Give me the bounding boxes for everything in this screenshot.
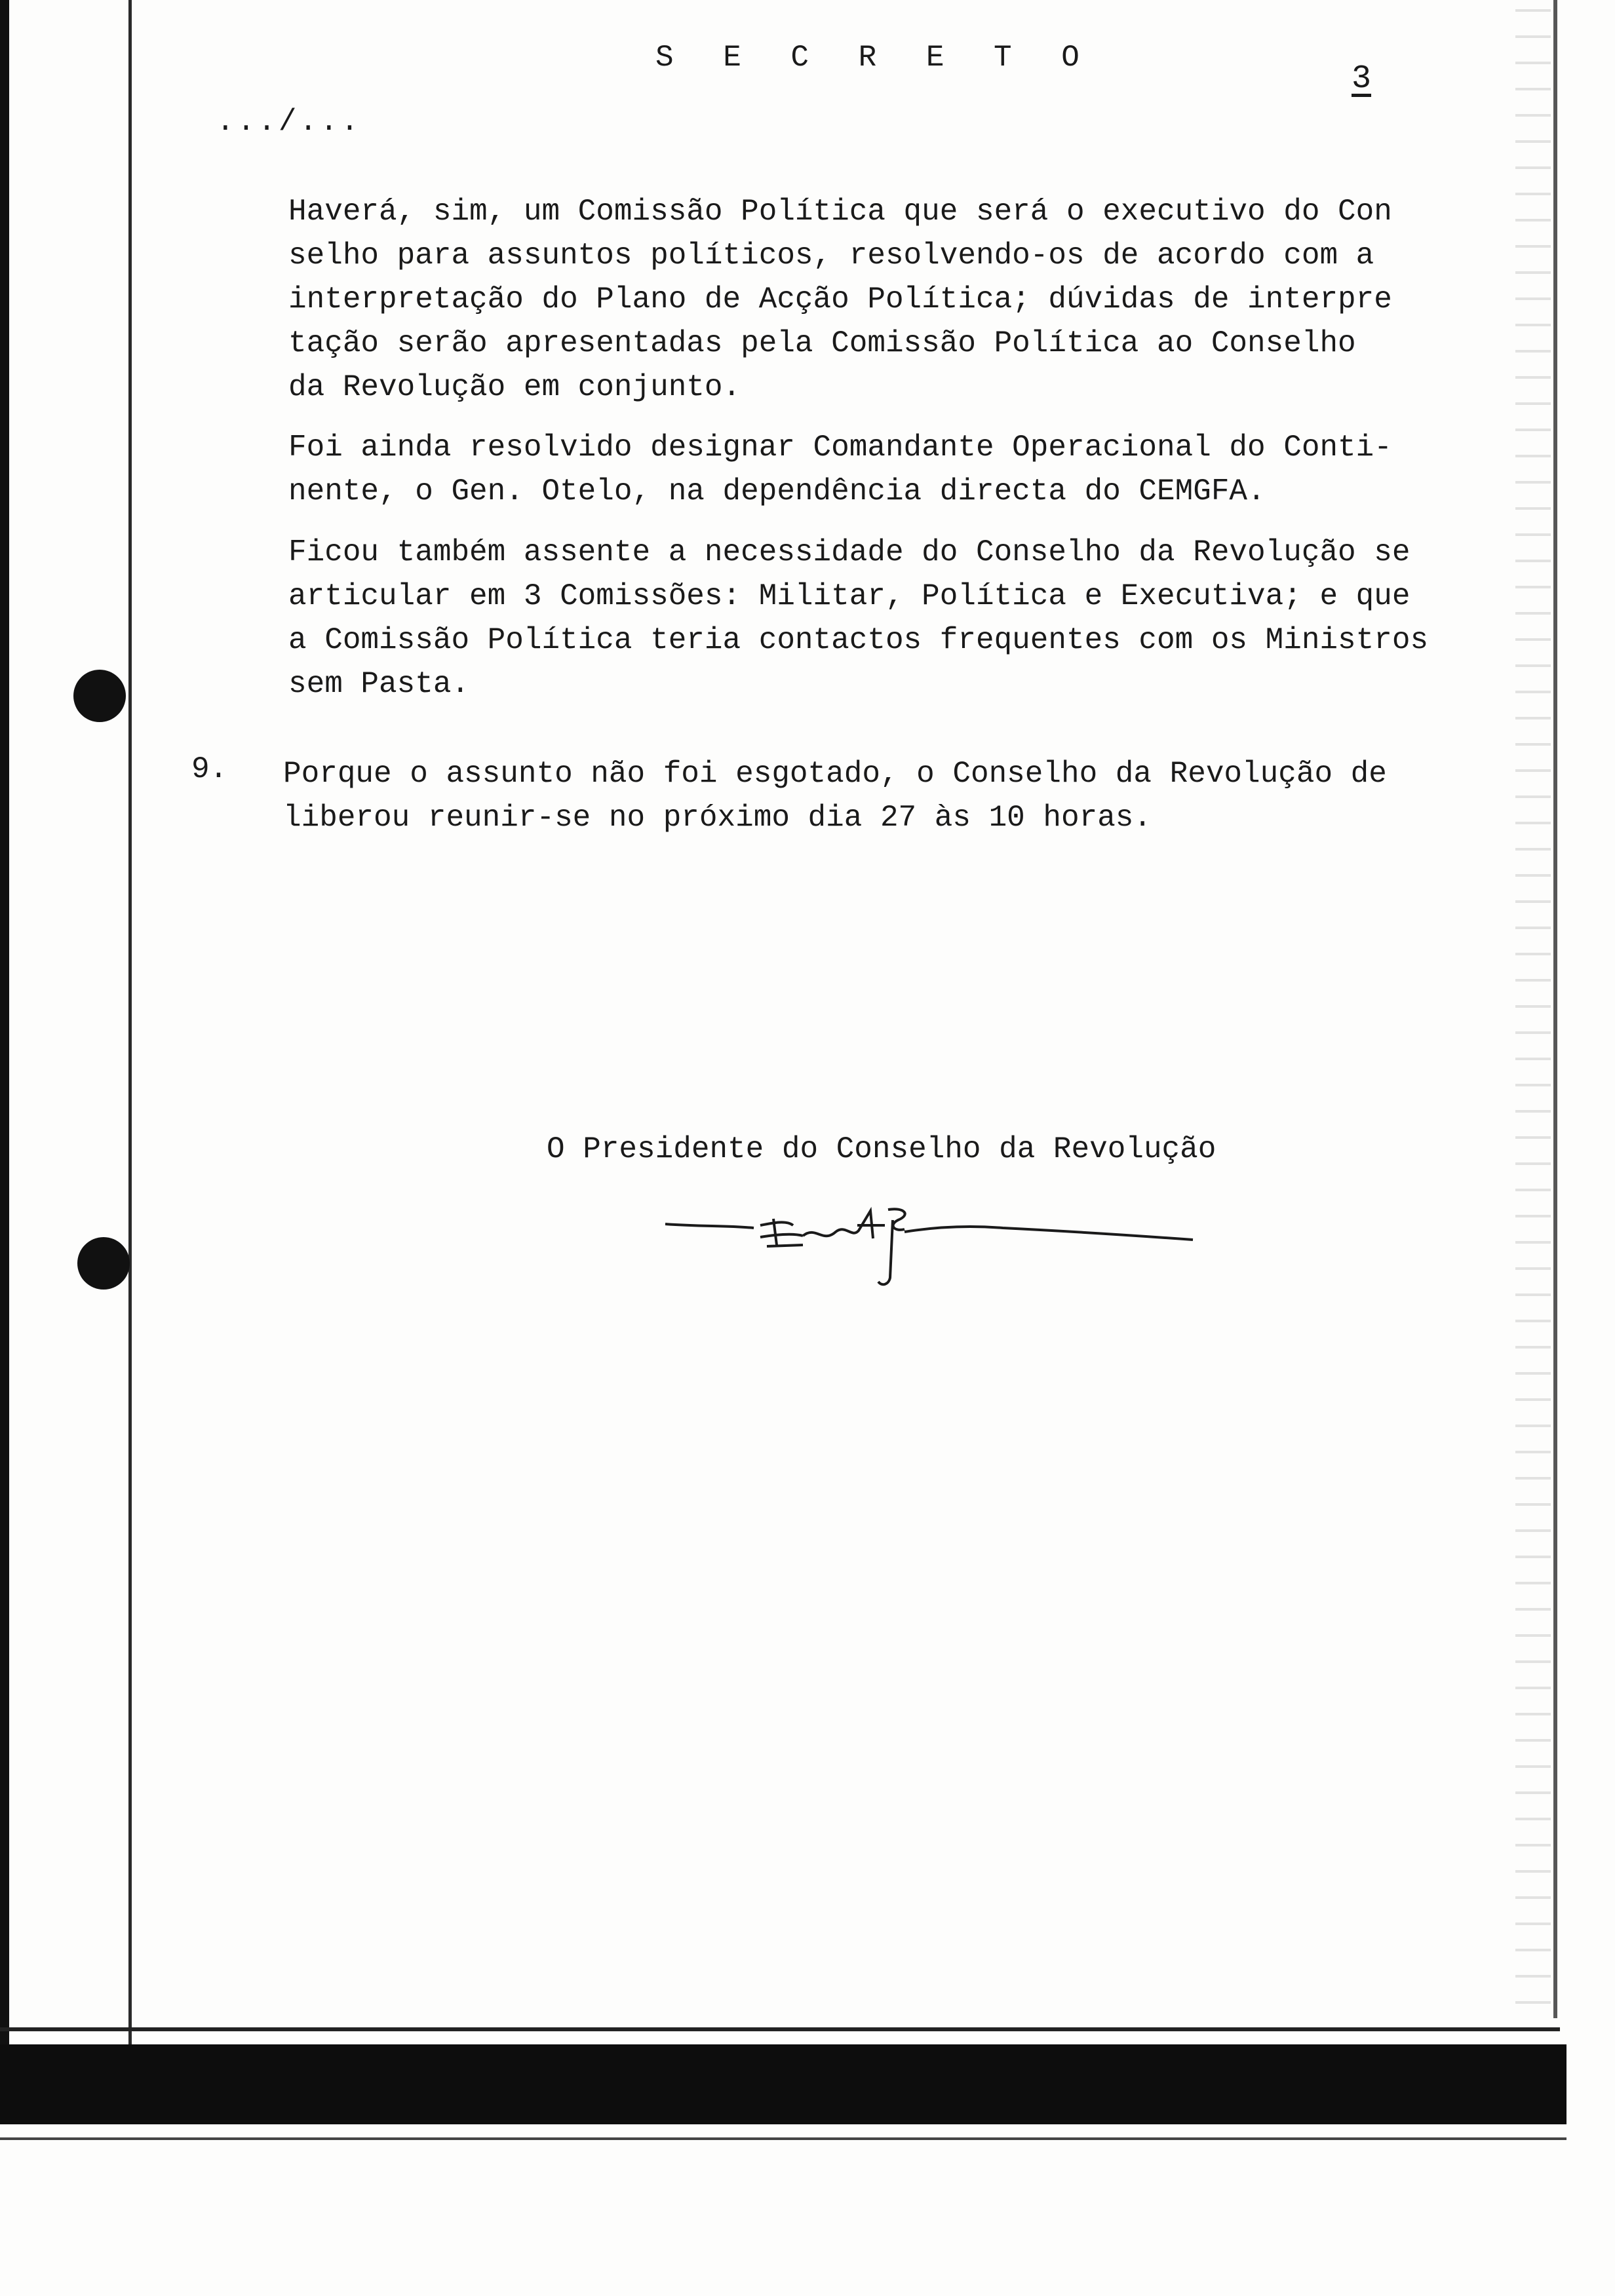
text-line: Ficou também assente a necessidade do Conselho da Revolução se [288,535,1411,569]
text-line: da Revolução em conjunto. [288,370,741,404]
punch-hole-bottom [77,1237,130,1290]
scan-bottom-line-lower [0,2137,1566,2140]
handwritten-signature [662,1206,1199,1311]
paragraph-commander [288,426,1416,514]
scan-right-edge [1553,0,1557,2018]
classification-header: S E C R E T O [655,41,1095,75]
text-line: interpretação do Plano de Acção Política; dúvidas de interpre [288,282,1392,316]
continuation-mark: .../... [216,105,362,139]
item-number: 9. [191,752,228,786]
scan-bottom-edge [0,2044,1566,2124]
signature-caption: O Presidente do Conselho da Revolução [547,1132,1216,1166]
text-line: a Comissão Política teria contactos frequentes com os Ministros [288,623,1429,657]
text-line: Haverá, sim, um Comissão Política que será o executivo do Con [288,195,1392,229]
text-line: selho para assuntos políticos, resolvendo-os de acordo com a [288,239,1374,273]
scan-bottom-line [0,2027,1560,2031]
text-line: tação serão apresentadas pela Comissão Política ao Conselho [288,326,1356,360]
text-line: articular em 3 Comissões: Militar, Política e Executiva; e que [288,579,1411,613]
text-line: liberou reunir-se no próximo dia 27 às 10 horas. [283,801,1152,835]
text-line: sem Pasta. [288,667,470,701]
scan-left-fold-line [128,0,132,2044]
scan-left-edge [0,0,9,2097]
text-line: Porque o assunto não foi esgotado, o Conselho da Revolução de [283,757,1387,791]
page-number: 3 [1352,60,1372,98]
scan-right-noise [1515,0,1551,2005]
text-line: Foi ainda resolvido designar Comandante Operacional do Conti- [288,430,1392,465]
text-line: nente, o Gen. Otelo, na dependência directa do CEMGFA. [288,474,1266,508]
item-9-text [283,752,1411,840]
punch-hole-top [73,670,126,722]
paragraph-commissions [288,531,1429,706]
paragraph-commission [288,190,1416,410]
